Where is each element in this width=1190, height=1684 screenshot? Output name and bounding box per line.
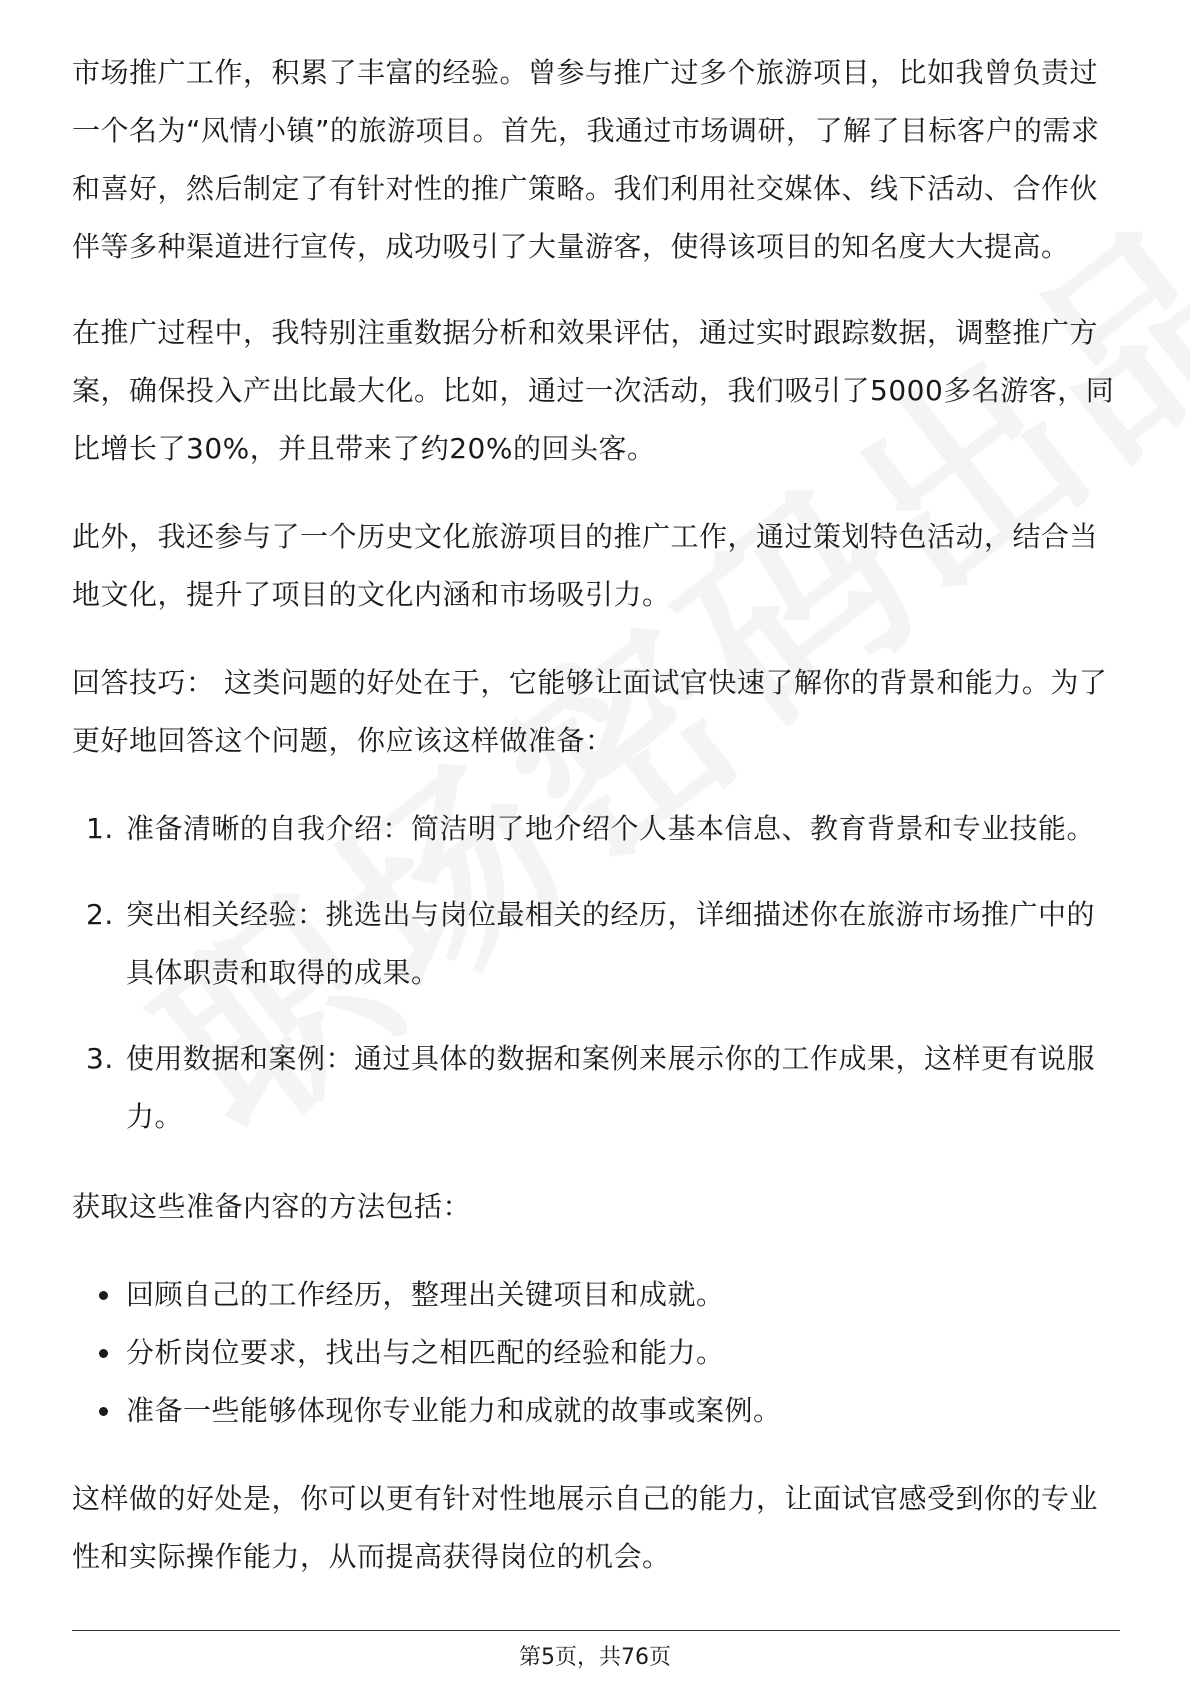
list-item-text: 回顾自己的工作经历，整理出关键项目和成就。 [126, 1278, 725, 1311]
paragraph-methods-intro: 获取这些准备内容的方法包括： [72, 1190, 472, 1223]
bullet-list [72, 1266, 1120, 1440]
list-item-text: 使用数据和案例：通过具体的数据和案例来展示你的工作成果，这样更有说服力。 [126, 1042, 1096, 1133]
page-content [72, 44, 1120, 1616]
paragraph-answer-tips: 回答技巧： 这类问题的好处在于，它能够让面试官快速了解你的背景和能力。为了更好地回答这个问题，你应该这样做准备： [72, 666, 1108, 757]
numbered-list [72, 800, 1120, 1146]
footer-divider [72, 1630, 1120, 1631]
bullet-icon [99, 1349, 108, 1358]
list-item-text: 准备清晰的自我介绍：简洁明了地介绍个人基本信息、教育背景和专业技能。 [126, 812, 1096, 845]
numbered-list-item [72, 800, 1120, 858]
paragraph-culture-project: 此外，我还参与了一个历史文化旅游项目的推广工作，通过策划特色活动，结合当地文化，提升了项目的文化内涵和市场吸引力。 [72, 520, 1099, 611]
list-number: 3. [86, 1042, 114, 1075]
numbered-list-item [72, 886, 1120, 1002]
paragraph-data-analysis: 在推广过程中，我特别注重数据分析和效果评估，通过实时跟踪数据，调整推广方案，确保投入产出比最大化。比如，通过一次活动，我们吸引了5000多名游客，同比增长了30%，并且带来了约20%的回头客。 [72, 316, 1115, 465]
list-item-text: 突出相关经验：挑选出与岗位最相关的经历，详细描述你在旅游市场推广中的具体职责和取得的成果。 [126, 898, 1096, 989]
bullet-icon [99, 1407, 108, 1416]
bullet-list-item [72, 1266, 1120, 1324]
numbered-list-item [72, 1030, 1120, 1146]
list-item-text: 分析岗位要求，找出与之相匹配的经验和能力。 [126, 1336, 725, 1369]
paragraph-experience: 市场推广工作，积累了丰富的经验。曾参与推广过多个旅游项目，比如我曾负责过一个名为“风情小镇”的旅游项目。首先，我通过市场调研，了解了目标客户的需求和喜好，然后制定了有针对性的推广策略。我们利用社交媒体、线下活动、合作伙伴等多种渠道进行宣传，成功吸引了大量游客，使得该项目的知名度大大提高。 [72, 56, 1100, 263]
bullet-list-item [72, 1382, 1120, 1440]
list-number: 2. [86, 898, 114, 931]
bullet-icon [99, 1291, 108, 1300]
bullet-list-item [72, 1324, 1120, 1382]
paragraph-benefits: 这样做的好处是，你可以更有针对性地展示自己的能力，让面试官感受到你的专业性和实际操作能力，从而提高获得岗位的机会。 [72, 1482, 1099, 1573]
list-item-text: 准备一些能够体现你专业能力和成就的故事或案例。 [126, 1394, 782, 1427]
list-number: 1. [86, 812, 114, 845]
page-number: 第5页，共76页 [519, 1645, 671, 1670]
